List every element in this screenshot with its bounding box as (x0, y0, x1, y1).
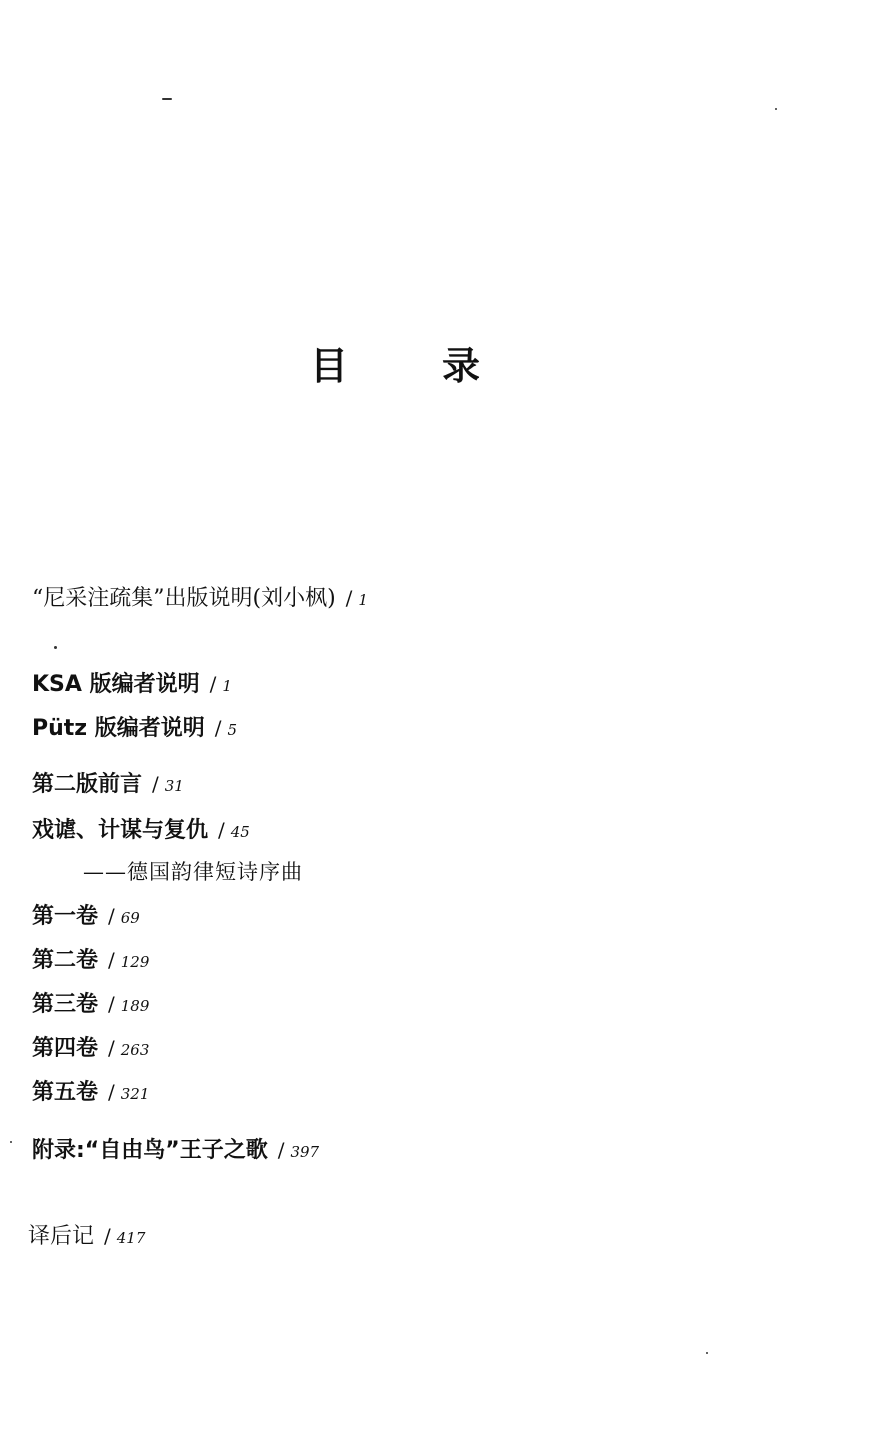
toc-entry-book-3 (32, 994, 149, 1016)
toc-entry-book-1 (32, 906, 140, 928)
toc-separator: / (209, 672, 217, 696)
toc-entry-label: 第二版前言 (32, 772, 143, 797)
toc-entry-second-edition-preface (32, 774, 184, 796)
toc-separator: / (104, 1224, 111, 1248)
toc-entry-label: 第五卷 (32, 1080, 99, 1105)
toc-entry-label: 译后记 (28, 1224, 95, 1249)
toc-entry-label: 第一卷 (32, 904, 99, 929)
toc-entry-label: 第四卷 (32, 1036, 99, 1061)
page-title-second-char: 录 (441, 344, 480, 388)
toc-separator: / (108, 904, 115, 928)
toc-separator: / (214, 716, 222, 740)
toc-entry-prelude (32, 820, 250, 842)
page-title (310, 335, 480, 390)
scan-dot (10, 1141, 12, 1143)
toc-page-number: 417 (116, 1229, 146, 1247)
toc-entry-appendix (32, 1140, 319, 1162)
page-title-first-char: 目 (310, 344, 349, 388)
toc-separator: / (345, 586, 353, 610)
toc-entry-label: “尼采注疏集”出版说明(刘小枫) (32, 586, 336, 611)
toc-page-number: 189 (120, 997, 150, 1015)
toc-separator: / (108, 1080, 115, 1104)
toc-entry-series-preface (32, 588, 368, 610)
toc-entry-label: 附录:“自由鸟”王子之歌 (32, 1138, 268, 1163)
toc-page-number: 321 (120, 1085, 150, 1103)
toc-separator: / (108, 1036, 115, 1060)
toc-separator: / (277, 1138, 285, 1162)
toc-page-number: 129 (120, 953, 150, 971)
toc-entry-label: 戏谑、计谋与复仇 (32, 818, 209, 843)
toc-entry-book-5 (32, 1082, 149, 1104)
toc-entry-label: Pütz 版编者说明 (32, 716, 205, 741)
toc-entry-subtitle: ——德国韵律短诗序曲 (83, 860, 303, 884)
toc-entry-book-4 (32, 1038, 149, 1060)
scan-dot (775, 108, 777, 110)
toc-page-number: 1 (358, 591, 368, 609)
scan-mark (162, 98, 172, 100)
toc-entry-book-2 (32, 950, 149, 972)
toc-entry-label: 第三卷 (32, 992, 99, 1017)
toc-page-number: 263 (120, 1041, 150, 1059)
scan-dot (54, 646, 57, 649)
toc-page-number: 69 (120, 909, 140, 927)
toc-separator: / (218, 818, 225, 842)
toc-page-number: 45 (230, 823, 250, 841)
toc-page-number: 31 (164, 777, 184, 795)
toc-separator: / (108, 992, 115, 1016)
toc-page-number: 1 (222, 677, 232, 695)
toc-page-number: 397 (290, 1143, 320, 1161)
toc-entry-translator-afterword (28, 1226, 145, 1248)
toc-entry-putz-note (32, 718, 237, 740)
toc-entry-ksa-note (32, 674, 232, 696)
scan-dot (706, 1352, 708, 1354)
toc-page-number: 5 (227, 721, 238, 739)
toc-entry-label: 第二卷 (32, 948, 99, 973)
toc-entry-label: KSA 版编者说明 (32, 672, 200, 697)
toc-separator: / (152, 772, 159, 796)
toc-separator: / (108, 948, 115, 972)
